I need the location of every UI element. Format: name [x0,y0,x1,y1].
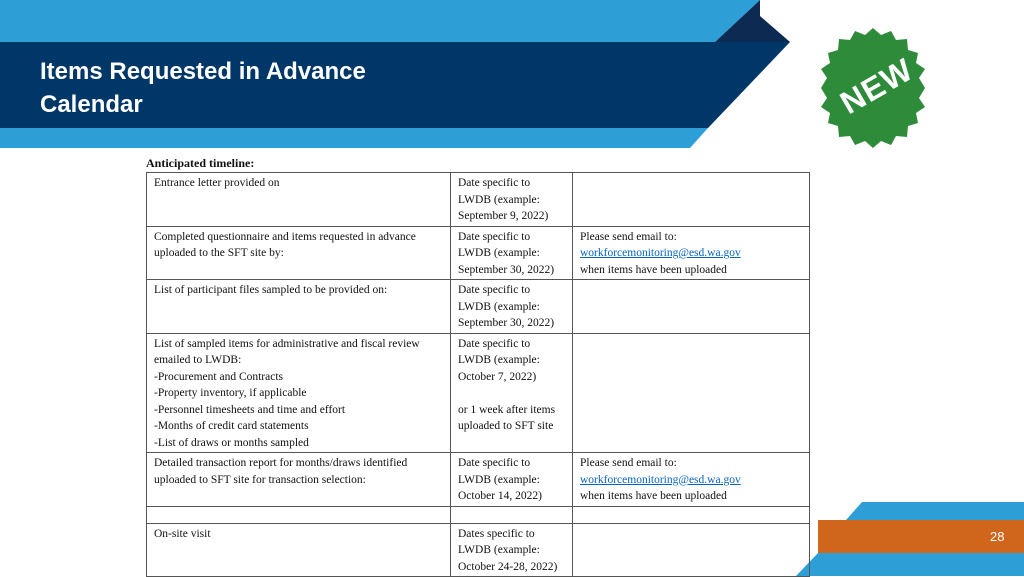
table-caption: Anticipated timeline: [146,156,255,170]
note-cell [573,523,810,577]
date-cell-line: LWDB (example: [458,300,540,313]
footer-light-band [846,502,1024,520]
email-link[interactable]: workforcemonitoring@esd.wa.gov [580,473,741,486]
note-cell [573,173,810,227]
table-row [147,173,810,227]
note-cell-line: Please send email to: [580,457,677,469]
task-cell-line: Completed questionnaire and items requested in advance [154,230,416,243]
email-link[interactable]: workforcemonitoring@esd.wa.gov [580,247,741,259]
task-cell-line: emailed to LWDB: [154,354,242,366]
task-cell-line: uploaded to the SFT site by: [154,247,284,259]
timeline-table-container [146,155,810,577]
date-cell [451,173,573,227]
task-cell-line: -Personnel timesheets and time and effort [154,403,346,416]
date-cell-line: September 9, 2022) [458,210,549,222]
task-cell-line: On-site visit [154,527,211,540]
task-cell-line: -Property inventory, if applicable [154,387,307,399]
date-cell [451,226,573,280]
task-cell-line: -Procurement and Contracts [154,370,284,383]
note-cell [573,280,810,334]
slide-title-line-2: Calendar [40,91,143,118]
date-cell [451,453,573,507]
note-cell [573,333,810,453]
date-cell-line: LWDB (example: [458,193,540,206]
date-cell-line: September 30, 2022) [458,263,555,276]
note-cell [573,506,810,523]
note-cell [573,226,810,280]
table-row [147,333,810,453]
table-row [147,506,810,523]
table-row [147,280,810,334]
table-row [147,226,810,280]
date-cell-line: LWDB (example: [458,247,540,259]
note-cell-line: when items have been uploaded [580,490,727,502]
task-cell-line: -List of draws or months sampled [154,436,309,449]
new-badge-label: NEW [833,51,920,122]
date-cell-line: September 30, 2022) [458,317,555,329]
slide-title [40,55,366,121]
note-cell-line: when items have been uploaded [580,263,727,276]
date-cell-line: LWDB (example: [458,354,540,366]
date-cell [451,333,573,453]
date-cell-line: LWDB (example: [458,544,540,556]
date-cell-line: Date specific to [458,177,531,189]
task-cell-line: List of participant files sampled to be provided on: [154,284,388,296]
task-cell [147,506,451,523]
table-row [147,453,810,507]
task-cell-line: uploaded to SFT site for transaction selection: [154,473,366,486]
task-cell [147,280,451,334]
date-cell-line [458,385,566,402]
task-cell [147,173,451,227]
task-cell [147,333,451,453]
task-cell-line: Detailed transaction report for months/draws identified [154,457,408,469]
header-lower-band [0,128,708,148]
page-number: 28 [990,529,1005,544]
header-light-band [0,0,760,42]
date-cell-line: uploaded to SFT site [458,420,554,432]
task-cell-line: List of sampled items for administrative and fiscal review [154,337,420,350]
date-cell [451,523,573,577]
date-cell [451,506,573,523]
task-cell-line: -Months of credit card statements [154,420,309,432]
date-cell-line: Dates specific to [458,527,535,540]
note-cell-line: Please send email to: [580,230,677,243]
task-cell-line: Entrance letter provided on [154,177,280,189]
date-cell [451,280,573,334]
date-cell-line: or 1 week after items [458,403,556,416]
date-cell-line: October 24-28, 2022) [458,560,558,573]
table-row [147,523,810,577]
date-cell-line: October 14, 2022) [458,490,542,502]
task-cell [147,523,451,577]
date-cell-line: Date specific to [458,457,531,469]
note-cell [573,453,810,507]
date-cell-line: Date specific to [458,284,531,296]
footer-lower-band [796,553,1024,576]
task-cell [147,453,451,507]
date-cell-line: Date specific to [458,230,531,243]
task-cell [147,226,451,280]
timeline-table [146,172,810,577]
slide-title-line-1: Items Requested in Advance [40,58,366,85]
date-cell-line: October 7, 2022) [458,370,537,383]
date-cell-line: LWDB (example: [458,473,540,486]
date-cell-line: Date specific to [458,337,531,350]
